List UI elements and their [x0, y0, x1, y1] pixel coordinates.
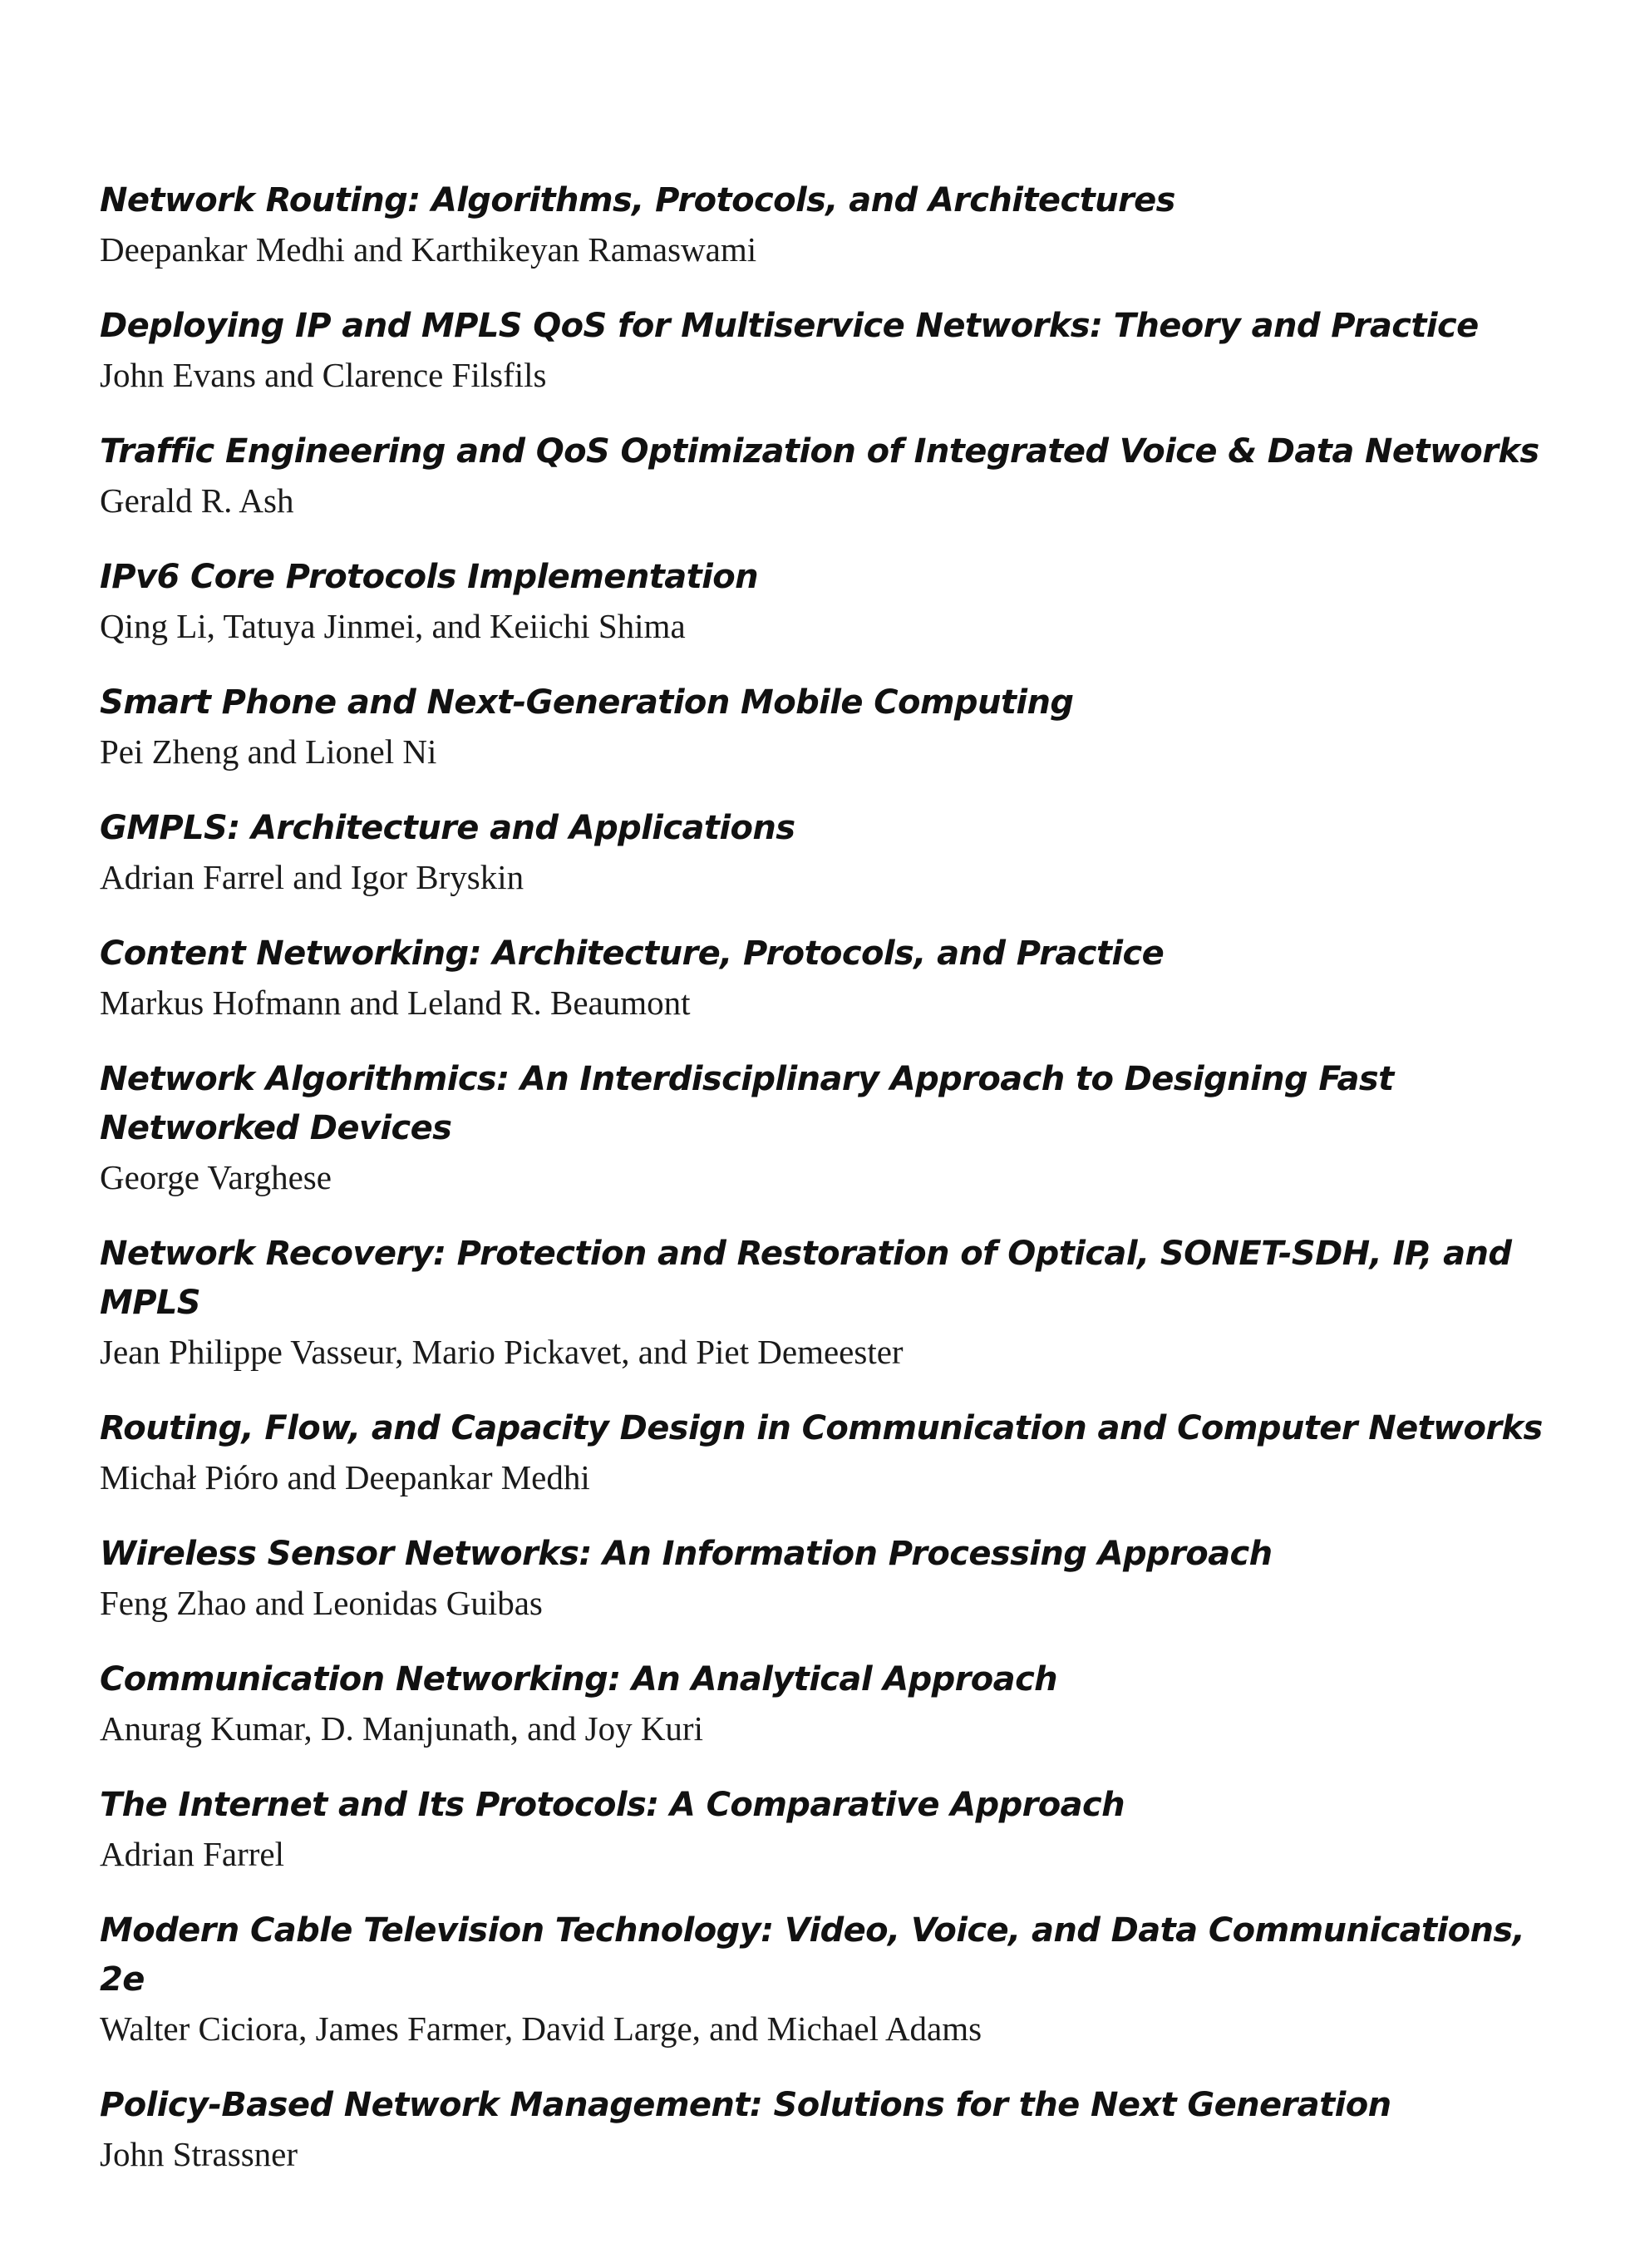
book-title: Policy-Based Network Management: Solutions for the Next Generation [100, 2086, 1391, 2124]
book-authors: Markus Hofmann and Leland R. Beaumont [100, 984, 691, 1022]
book-entry [100, 1781, 1579, 1878]
book-title: Deploying IP and MPLS QoS for Multiservice Networks: Theory and Practice [100, 307, 1479, 345]
book-authors: John Strassner [100, 2135, 298, 2173]
book-title: Communication Networking: An Analytical Approach [100, 1660, 1058, 1699]
book-authors: John Evans and Clarence Filsfils [100, 356, 547, 394]
book-authors: Jean Philippe Vasseur, Mario Pickavet, and Piet Demeester [100, 1333, 904, 1371]
book-title: Modern Cable Television Technology: Video, Voice, and Data Communications, 2e [100, 1911, 1525, 1999]
book-entry [100, 1404, 1579, 1501]
book-authors: Pei Zheng and Lionel Ni [100, 732, 437, 771]
book-title: Routing, Flow, and Capacity Design in Communication and Computer Networks [100, 1409, 1543, 1447]
book-title: IPv6 Core Protocols Implementation [100, 558, 759, 596]
book-entry [100, 427, 1579, 525]
book-entry [100, 2081, 1579, 2178]
book-authors: Anurag Kumar, D. Manjunath, and Joy Kuri [100, 1709, 703, 1748]
book-authors: George Varghese [100, 1158, 332, 1196]
book-entry [100, 1655, 1579, 1753]
book-authors: Adrian Farrel and Igor Bryskin [100, 858, 524, 896]
book-authors: Deepankar Medhi and Karthikeyan Ramaswami [100, 230, 757, 269]
book-authors: Feng Zhao and Leonidas Guibas [100, 1584, 543, 1622]
book-entry [100, 302, 1579, 399]
book-authors: Gerald R. Ash [100, 481, 294, 520]
book-title: Network Algorithmics: An Interdisciplinary Approach to Designing Fast Networked Devices [100, 1060, 1394, 1147]
book-title: Network Routing: Algorithms, Protocols, and Architectures [100, 181, 1175, 219]
book-entry [100, 1530, 1579, 1627]
book-title: Smart Phone and Next-Generation Mobile Computing [100, 683, 1074, 722]
book-title: Network Recovery: Protection and Restoration of Optical, SONET-SDH, IP, and MPLS [100, 1235, 1512, 1322]
book-entry [100, 929, 1579, 1027]
book-authors: Michał Pióro and Deepankar Medhi [100, 1458, 590, 1496]
book-entry [100, 1230, 1579, 1376]
book-authors: Walter Ciciora, James Farmer, David Large, and Michael Adams [100, 2009, 982, 2048]
book-authors: Adrian Farrel [100, 1835, 284, 1873]
book-entry [100, 176, 1579, 274]
book-entry [100, 1055, 1579, 1201]
book-entry [100, 553, 1579, 650]
book-title: Wireless Sensor Networks: An Information Processing Approach [100, 1535, 1273, 1573]
book-authors: Qing Li, Tatuya Jinmei, and Keiichi Shima [100, 607, 686, 645]
book-title: Traffic Engineering and QoS Optimization of Integrated Voice & Data Networks [100, 432, 1539, 471]
book-entry [100, 804, 1579, 901]
book-title: Content Networking: Architecture, Protocols, and Practice [100, 934, 1165, 973]
book-title: The Internet and Its Protocols: A Comparative Approach [100, 1786, 1125, 1824]
book-title: GMPLS: Architecture and Applications [100, 809, 795, 847]
book-entry [100, 678, 1579, 776]
book-entry [100, 1906, 1579, 2053]
book-list [100, 176, 1579, 2206]
